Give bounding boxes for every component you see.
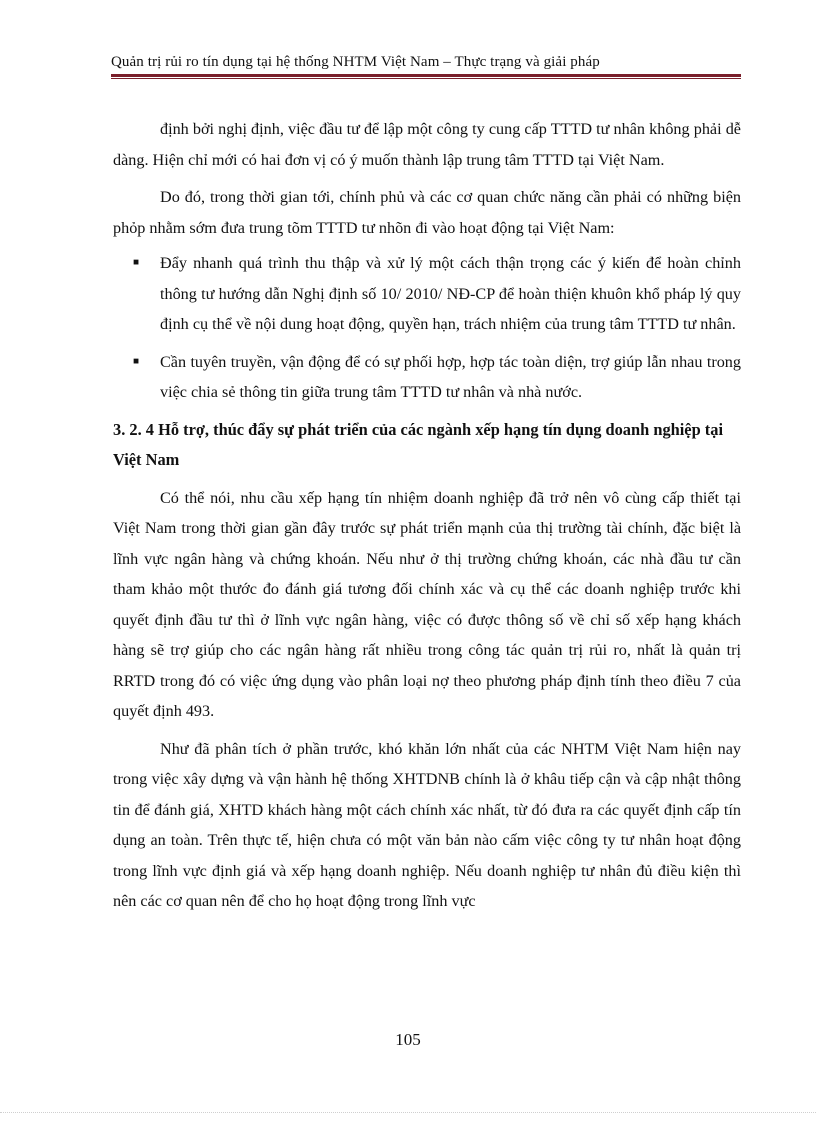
list-item-text: Đẩy nhanh quá trình thu thập và xử lý một cách thận trọng các ý kiến để hoàn chỉnh thông tư hướng dẫn Nghị định số 10/ 2010/ NĐ-CP để hoàn thiện khuôn khổ pháp lý quy định cụ thể về nội dung hoạt động, quyền hạn, trách nhiệm của trung tâm TTTD tư nhân. — [160, 254, 741, 333]
list-item — [113, 347, 741, 408]
running-header: Quản trị rủi ro tín dụng tại hệ thống NHTM Việt Nam – Thực trạng và giải pháp — [111, 54, 600, 70]
paragraph-3: Có thể nói, nhu cầu xếp hạng tín nhiệm doanh nghiệp đã trở nên vô cùng cấp thiết tại Việt Nam trong thời gian gần đây trước sự phát triển mạnh của thị trường tài chính, đặc biệt là lĩnh vực ngân hàng và chứng khoán. Nếu như ở thị trường chứng khoán, các nhà đầu tư cần tham khảo một thước đo đánh giá tương đối chính xác và cụ thể các doanh nghiệp trước khi quyết định đầu tư thì ở lĩnh vực ngân hàng, việc có được thông số về chỉ số xếp hạng khách hàng sẽ trợ giúp cho các ngân hàng rất nhiều trong công tác quản trị rủi ro, nhất là quản trị RRTD trong đó có việc ứng dụng vào phân loại nợ theo phương pháp định tính theo điều 7 của quyết định 493. — [113, 488, 741, 720]
page-number: 105 — [395, 1030, 421, 1049]
header-rule-thin — [111, 78, 741, 79]
list-item — [113, 248, 741, 340]
square-bullet-icon: ■ — [133, 355, 140, 367]
section-heading: 3. 2. 4 Hỗ trợ, thúc đẩy sự phát triển của các ngành xếp hạng tín dụng doanh nghiệp tại Việt Nam — [113, 419, 723, 469]
body-text — [113, 114, 741, 917]
square-bullet-icon: ■ — [133, 257, 140, 268]
bullet-list — [113, 248, 741, 408]
paragraph-1: định bởi nghị định, việc đầu tư để lập một công ty cung cấp TTTD tư nhân không phải dễ dàng. Hiện chỉ mới có hai đơn vị có ý muốn thành lập trung tâm TTTD tại Việt Nam. — [113, 120, 741, 169]
page-bottom-divider — [0, 1112, 816, 1113]
header-rule-thick — [111, 74, 741, 77]
list-item-text: Cần tuyên truyền, vận động để có sự phối hợp, hợp tác toàn diện, trợ giúp lẫn nhau trong việc chia sẻ thông tin giữa trung tâm TTTD tư nhân và nhà nước. — [160, 352, 741, 401]
paragraph-2: Do đó, trong thời gian tới, chính phủ và các cơ quan chức năng cần phải có những biện phỏp nhằm sớm đưa trung tõm TTTD tư nhõn đi vào hoạt động tại Việt Nam: — [113, 188, 741, 237]
paragraph-4: Như đã phân tích ở phần trước, khó khăn lớn nhất của các NHTM Việt Nam hiện nay trong việc xây dựng và vận hành hệ thống XHTDNB chính là ở khâu tiếp cận và cập nhật thông tin để đánh giá, XHTD khách hàng một cách chính xác nhất, từ đó đưa ra các quyết định cấp tín dụng an toàn. Trên thực tế, hiện chưa có một văn bản nào cấm việc công ty tư nhân hoạt động trong lĩnh vực định giá và xếp hạng doanh nghiệp. Nếu doanh nghiệp tư nhân đủ điều kiện thì nên các cơ quan nên để cho họ hoạt động trong lĩnh vực — [113, 739, 741, 910]
